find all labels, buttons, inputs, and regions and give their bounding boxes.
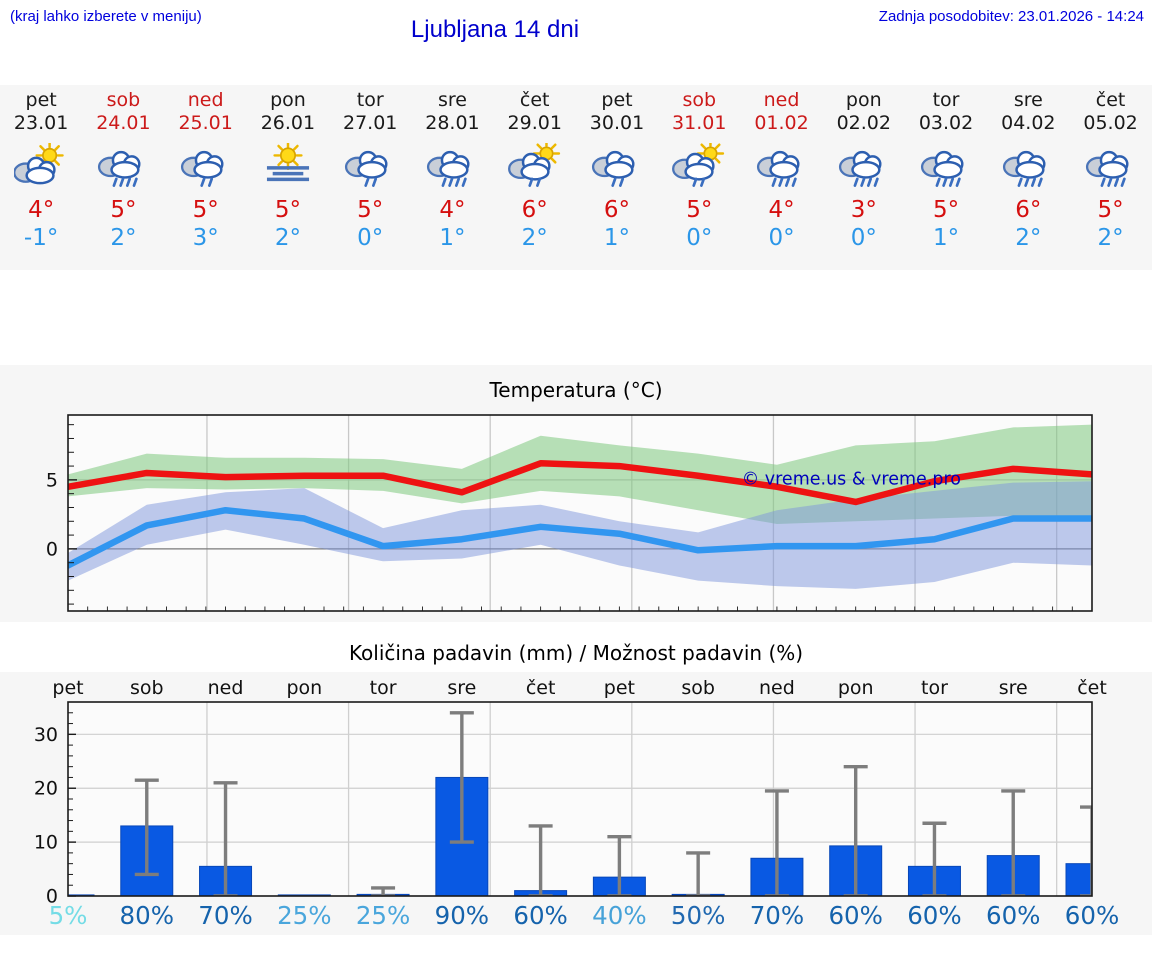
- precip-probability-label: 60%: [907, 901, 962, 930]
- light-rain-icon: [343, 134, 397, 196]
- precip-day-label: tor: [921, 677, 948, 699]
- precip-y-tick-label: 20: [33, 777, 58, 800]
- min-temperature: 2°: [110, 225, 137, 251]
- day-date: 27.01: [342, 112, 398, 134]
- precip-day-label: sob: [681, 677, 715, 699]
- forecast-day-column: [905, 85, 987, 270]
- sun-fog-icon: [261, 134, 315, 196]
- forecast-day-column: [823, 85, 905, 270]
- forecast-day-column: [247, 85, 329, 270]
- rain-icon: [919, 134, 973, 196]
- sun-cloud-icon: [14, 134, 68, 196]
- temperature-chart: [0, 365, 1152, 622]
- min-temperature: 0°: [768, 225, 795, 251]
- min-temperature: 1°: [603, 225, 631, 251]
- sun-light-rain-icon: [508, 134, 562, 196]
- min-temperature: 0°: [357, 225, 384, 251]
- day-date: 31.01: [672, 112, 727, 134]
- day-date: 25.01: [178, 112, 233, 134]
- forecast-day-column: [576, 85, 658, 270]
- forecast-days-strip: [0, 85, 1152, 270]
- forecast-day-column: [740, 85, 822, 270]
- precip-day-label: pet: [603, 677, 635, 699]
- day-name: sob: [106, 89, 141, 111]
- precipitation-chart: [0, 672, 1152, 935]
- forecast-day-column: [165, 85, 247, 270]
- precip-day-label: sre: [447, 677, 477, 699]
- day-date: 24.01: [96, 112, 151, 134]
- last-updated: Zadnja posodobitev: 23.01.2026 - 14:24: [878, 8, 1144, 25]
- precip-day-label: čet: [1077, 677, 1107, 699]
- day-name: sob: [682, 89, 717, 111]
- min-temperature: 2°: [1097, 225, 1124, 251]
- min-temperature: 2°: [1015, 225, 1042, 251]
- max-temperature: 4°: [439, 197, 466, 223]
- day-name: čet: [1095, 89, 1126, 111]
- precip-probability-label: 50%: [670, 901, 726, 930]
- max-temperature: 6°: [521, 197, 548, 223]
- rain-icon: [837, 134, 891, 196]
- precip-probability-label: 25%: [355, 901, 411, 930]
- rain-icon: [425, 134, 479, 196]
- day-name: ned: [187, 89, 224, 111]
- forecast-day-column: [1069, 85, 1151, 270]
- temp-y-tick-label: 0: [45, 538, 58, 561]
- precip-probability-label: 80%: [119, 901, 175, 930]
- day-date: 01.02: [754, 112, 809, 134]
- precip-day-label: sre: [998, 677, 1028, 699]
- min-temperature: 1°: [439, 225, 466, 251]
- day-date: 02.02: [836, 112, 891, 134]
- day-date: 28.01: [425, 112, 480, 134]
- day-date: 05.02: [1083, 112, 1138, 134]
- watermark-link[interactable]: © vreme.us & vreme.pro: [741, 469, 962, 490]
- min-temperature: 0°: [686, 225, 713, 251]
- day-date: 03.02: [918, 112, 974, 134]
- precip-day-label: pet: [52, 677, 84, 699]
- precip-probability-label: 90%: [434, 901, 490, 930]
- day-name: pon: [845, 89, 882, 111]
- temperature-section: [0, 365, 1152, 622]
- forecast-day-column: [658, 85, 740, 270]
- rain-icon: [96, 134, 150, 196]
- day-name: sre: [1013, 89, 1043, 111]
- day-name: čet: [519, 89, 550, 111]
- day-name: tor: [356, 89, 384, 111]
- day-date: 29.01: [507, 112, 562, 134]
- max-temperature: 5°: [274, 197, 301, 223]
- forecast-day-column: [329, 85, 411, 270]
- max-temperature: 5°: [110, 197, 137, 223]
- temp-y-tick-label: 5: [45, 469, 58, 492]
- day-name: pet: [601, 89, 633, 111]
- precip-probability-label: 25%: [277, 901, 332, 930]
- max-temperature: 4°: [768, 197, 795, 223]
- day-date: 23.01: [13, 112, 69, 134]
- forecast-day-column: [0, 85, 82, 270]
- max-temperature: 5°: [1097, 197, 1124, 223]
- day-name: sre: [437, 89, 467, 111]
- precip-probability-label: 60%: [828, 901, 883, 930]
- precipitation-chart-title: Količina padavin (mm) / Možnost padavin (%): [348, 641, 804, 665]
- precip-y-tick-label: 0: [45, 885, 58, 908]
- day-date: 30.01: [589, 112, 645, 134]
- min-temperature: 3°: [192, 225, 219, 251]
- rain-icon: [755, 134, 809, 196]
- precip-day-label: pon: [286, 677, 323, 699]
- menu-hint: (kraj lahko izberete v meniju): [10, 8, 202, 25]
- max-temperature: 3°: [850, 197, 877, 223]
- precip-day-label: pon: [837, 677, 874, 699]
- precip-day-label: ned: [759, 677, 795, 699]
- precip-probability-label: 70%: [749, 901, 805, 930]
- max-temperature: 6°: [1015, 197, 1042, 223]
- min-temperature: 1°: [932, 225, 960, 251]
- day-name: pon: [270, 89, 306, 111]
- max-temperature: 5°: [686, 197, 713, 223]
- sun-light-rain-icon: [672, 134, 726, 196]
- max-temperature: 5°: [192, 197, 219, 223]
- precipitation-section: [0, 672, 1152, 935]
- precip-y-tick-label: 10: [33, 831, 58, 854]
- min-temperature: 2°: [274, 225, 301, 251]
- day-date: 04.02: [1001, 112, 1056, 134]
- light-rain-icon: [590, 134, 644, 196]
- precip-day-label: čet: [525, 677, 556, 699]
- forecast-day-column: [82, 85, 164, 270]
- light-rain-icon: [179, 134, 233, 196]
- forecast-day-column: [494, 85, 576, 270]
- forecast-day-column: [987, 85, 1069, 270]
- max-temperature: 5°: [932, 197, 960, 223]
- precip-day-label: tor: [369, 677, 397, 699]
- day-name: pet: [25, 89, 57, 111]
- rain-icon: [1001, 134, 1055, 196]
- precip-probability-label: 5%: [48, 901, 88, 930]
- precip-y-tick-label: 30: [33, 723, 58, 746]
- day-date: 26.01: [260, 112, 316, 134]
- max-temperature: 6°: [603, 197, 631, 223]
- precip-day-label: sob: [129, 677, 164, 699]
- precip-probability-label: 60%: [985, 901, 1041, 930]
- precip-day-label: ned: [207, 677, 244, 699]
- forecast-day-column: [411, 85, 493, 270]
- day-name: tor: [932, 89, 960, 111]
- max-temperature: 5°: [357, 197, 384, 223]
- min-temperature: -1°: [23, 225, 59, 251]
- min-temperature: 0°: [850, 225, 877, 251]
- max-temperature: 4°: [28, 197, 55, 223]
- precip-probability-label: 60%: [513, 901, 568, 930]
- day-name: ned: [763, 89, 800, 111]
- min-temperature: 2°: [521, 225, 548, 251]
- precip-probability-label: 60%: [1064, 901, 1120, 930]
- precip-probability-label: 40%: [592, 901, 647, 930]
- temperature-chart-title: Temperatura (°C): [489, 378, 663, 402]
- precip-probability-label: 70%: [198, 901, 253, 930]
- rain-icon: [1084, 134, 1138, 196]
- page-title: Ljubljana 14 dni: [410, 16, 580, 43]
